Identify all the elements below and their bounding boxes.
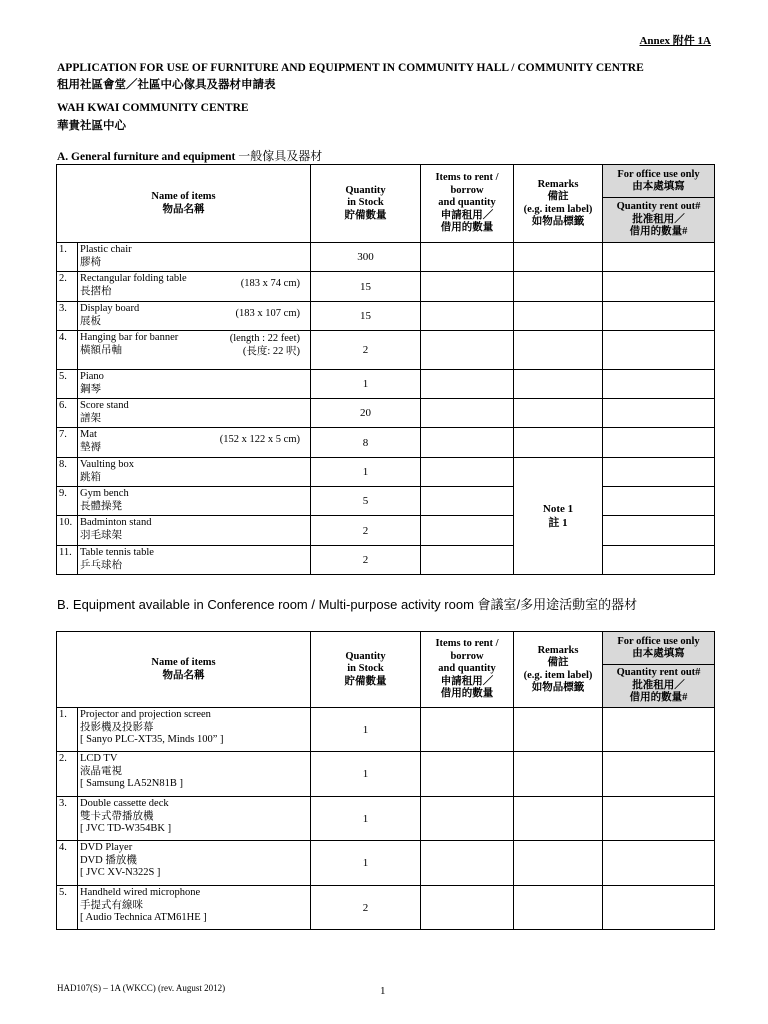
item-name-cell bbox=[78, 399, 311, 428]
rent-quantity-input[interactable] bbox=[421, 399, 514, 428]
item-name-zh: 手提式有線咪 bbox=[80, 899, 143, 911]
remarks-note bbox=[514, 458, 603, 575]
col-qty-rent-out-header: Quantity rent out# 批准租用／ 借用的數量# bbox=[603, 198, 715, 243]
item-name-en: Hanging bar for banner bbox=[80, 332, 179, 343]
quantity-in-stock: 1 bbox=[311, 370, 421, 399]
item-name-en: Double cassette deck bbox=[80, 798, 169, 809]
office-rent-out-cell bbox=[603, 458, 715, 487]
remarks-input[interactable] bbox=[514, 302, 603, 331]
item-name-zh: 投影機及投影幕 bbox=[80, 721, 154, 733]
rent-quantity-input[interactable] bbox=[421, 797, 514, 841]
remarks-input[interactable] bbox=[514, 841, 603, 886]
item-dimension-zh: (長度: 22 呎) bbox=[242, 345, 300, 357]
item-name-cell bbox=[78, 458, 311, 487]
item-number: 1. bbox=[57, 708, 78, 752]
section-a-heading-en: A. General furniture and equipment bbox=[57, 151, 239, 163]
item-name-cell bbox=[78, 243, 311, 272]
item-name-cell bbox=[78, 797, 311, 841]
remarks-input[interactable] bbox=[514, 708, 603, 752]
item-number: 2. bbox=[57, 272, 78, 302]
item-name-zh: 墊褥 bbox=[80, 441, 101, 453]
col-qty-header: Quantity in Stock 貯備數量 bbox=[311, 632, 421, 708]
item-name-cell bbox=[78, 302, 311, 331]
item-model: [ JVC XV-N322S ] bbox=[80, 867, 161, 878]
form-title-zh: 租用社區會堂／社區中心傢具及器材申請表 bbox=[57, 79, 276, 91]
quantity-in-stock: 15 bbox=[311, 302, 421, 331]
item-name-en: Table tennis table bbox=[80, 547, 154, 558]
item-number: 5. bbox=[57, 886, 78, 930]
item-dimension: (152 x 122 x 5 cm) bbox=[219, 434, 300, 445]
item-name-en: Score stand bbox=[80, 400, 129, 411]
item-number: 7. bbox=[57, 428, 78, 458]
table-row bbox=[57, 458, 715, 487]
rent-quantity-input[interactable] bbox=[421, 428, 514, 458]
note-label-zh: 註 1 bbox=[548, 517, 568, 529]
quantity-in-stock: 2 bbox=[311, 516, 421, 546]
item-name-cell bbox=[78, 331, 311, 370]
item-number: 9. bbox=[57, 487, 78, 516]
office-rent-out-cell bbox=[603, 428, 715, 458]
remarks-input[interactable] bbox=[514, 243, 603, 272]
item-model: [ JVC TD-W354BK ] bbox=[80, 823, 172, 834]
office-rent-out-cell bbox=[603, 331, 715, 370]
item-model: [ Sanyo PLC-XT35, Minds 100” ] bbox=[80, 734, 224, 745]
form-title-en: APPLICATION FOR USE OF FURNITURE AND EQUIPMENT IN COMMUNITY HALL / COMMUNITY CENTRE bbox=[57, 62, 644, 74]
item-dimension: (183 x 107 cm) bbox=[235, 308, 300, 319]
item-model: [ Samsung LA52N81B ] bbox=[80, 778, 183, 789]
remarks-input[interactable] bbox=[514, 370, 603, 399]
col-rent-header: Items to rent / borrow and quantity 申請租用／ 借用的數量 bbox=[421, 165, 514, 243]
col-qty-header: Quantity in Stock 貯備數量 bbox=[311, 165, 421, 243]
table-row bbox=[57, 302, 715, 331]
rent-quantity-input[interactable] bbox=[421, 708, 514, 752]
item-dimension: (183 x 74 cm) bbox=[240, 278, 300, 289]
table-row bbox=[57, 752, 715, 797]
quantity-in-stock: 1 bbox=[311, 708, 421, 752]
office-rent-out-cell bbox=[603, 546, 715, 575]
col-office-header: For office use only 由本處填寫 bbox=[603, 165, 715, 198]
item-number: 4. bbox=[57, 841, 78, 886]
item-name-en: Mat bbox=[80, 429, 97, 440]
col-name-header: Name of items 物品名稱 bbox=[57, 632, 311, 708]
section-a-table bbox=[56, 164, 715, 575]
item-number: 4. bbox=[57, 331, 78, 370]
table-row bbox=[57, 516, 715, 546]
office-rent-out-cell bbox=[603, 797, 715, 841]
item-dimension-en: (length : 22 feet) bbox=[229, 333, 300, 344]
item-name-en: Display board bbox=[80, 303, 140, 314]
item-number: 3. bbox=[57, 302, 78, 331]
item-name-cell bbox=[78, 487, 311, 516]
table-row bbox=[57, 797, 715, 841]
item-name-cell bbox=[78, 708, 311, 752]
office-rent-out-cell bbox=[603, 886, 715, 930]
table-row bbox=[57, 399, 715, 428]
item-name-en: DVD Player bbox=[80, 842, 133, 853]
rent-quantity-input[interactable] bbox=[421, 370, 514, 399]
item-name-zh: 膠椅 bbox=[80, 256, 101, 268]
item-name-en: Projector and projection screen bbox=[80, 709, 211, 720]
office-rent-out-cell bbox=[603, 487, 715, 516]
item-name-cell bbox=[78, 428, 311, 458]
item-number: 10. bbox=[57, 516, 78, 546]
item-name-cell bbox=[78, 752, 311, 797]
office-rent-out-cell bbox=[603, 272, 715, 302]
col-office-header: For office use only 由本處填寫 bbox=[603, 632, 715, 665]
item-name-zh: 展板 bbox=[80, 315, 101, 327]
table-row bbox=[57, 331, 715, 370]
item-name-cell bbox=[78, 516, 311, 546]
page-number: 1 bbox=[380, 985, 386, 997]
rent-quantity-input[interactable] bbox=[421, 243, 514, 272]
table-row bbox=[57, 428, 715, 458]
remarks-input[interactable] bbox=[514, 331, 603, 370]
item-name-zh: 雙卡式帶播放機 bbox=[80, 810, 154, 822]
office-rent-out-cell bbox=[603, 399, 715, 428]
quantity-in-stock: 300 bbox=[311, 243, 421, 272]
quantity-in-stock: 8 bbox=[311, 428, 421, 458]
table-row bbox=[57, 886, 715, 930]
item-name-zh: 羽毛球架 bbox=[80, 529, 122, 541]
quantity-in-stock: 1 bbox=[311, 458, 421, 487]
item-name-zh: 跳箱 bbox=[80, 471, 101, 483]
table-row bbox=[57, 487, 715, 516]
section-a-heading bbox=[57, 147, 322, 164]
quantity-in-stock: 5 bbox=[311, 487, 421, 516]
quantity-in-stock: 15 bbox=[311, 272, 421, 302]
remarks-input[interactable] bbox=[514, 797, 603, 841]
item-number: 8. bbox=[57, 458, 78, 487]
office-rent-out-cell bbox=[603, 302, 715, 331]
quantity-in-stock: 2 bbox=[311, 331, 421, 370]
item-number: 6. bbox=[57, 399, 78, 428]
centre-name-zh: 華貴社區中心 bbox=[57, 120, 126, 132]
table-row bbox=[57, 370, 715, 399]
rent-quantity-input[interactable] bbox=[421, 487, 514, 516]
item-name-cell bbox=[78, 546, 311, 575]
item-name-zh: 鋼琴 bbox=[80, 383, 101, 395]
item-name-zh: 長摺枱 bbox=[80, 285, 112, 297]
remarks-input[interactable] bbox=[514, 886, 603, 930]
remarks-input[interactable] bbox=[514, 752, 603, 797]
office-rent-out-cell bbox=[603, 370, 715, 399]
item-number: 11. bbox=[57, 546, 78, 575]
item-name-zh: 譜架 bbox=[80, 412, 101, 424]
quantity-in-stock: 20 bbox=[311, 399, 421, 428]
rent-quantity-input[interactable] bbox=[421, 752, 514, 797]
rent-quantity-input[interactable] bbox=[421, 331, 514, 370]
col-remarks-header: Remarks 備註 (e.g. item label) 如物品標籤 bbox=[514, 632, 603, 708]
rent-quantity-input[interactable] bbox=[421, 458, 514, 487]
office-rent-out-cell bbox=[603, 708, 715, 752]
item-name-cell bbox=[78, 370, 311, 399]
item-name-zh: 液晶電視 bbox=[80, 765, 122, 777]
item-name-cell bbox=[78, 841, 311, 886]
office-rent-out-cell bbox=[603, 243, 715, 272]
quantity-in-stock: 2 bbox=[311, 546, 421, 575]
office-rent-out-cell bbox=[603, 841, 715, 886]
item-name-zh: 長體操凳 bbox=[80, 500, 122, 512]
item-name-zh: DVD 播放機 bbox=[80, 854, 137, 866]
item-name-en: Badminton stand bbox=[80, 517, 152, 528]
item-number: 1. bbox=[57, 243, 78, 272]
rent-quantity-input[interactable] bbox=[421, 886, 514, 930]
item-number: 2. bbox=[57, 752, 78, 797]
annex-label: Annex 附件 1A bbox=[639, 35, 711, 47]
item-name-zh: 乒乓球枱 bbox=[80, 559, 122, 571]
col-name-header: Name of items 物品名稱 bbox=[57, 165, 311, 243]
centre-name-en: WAH KWAI COMMUNITY CENTRE bbox=[57, 102, 249, 114]
item-dimensions bbox=[230, 333, 300, 358]
quantity-in-stock: 1 bbox=[311, 797, 421, 841]
item-name-cell bbox=[78, 886, 311, 930]
office-rent-out-cell bbox=[603, 752, 715, 797]
section-a-heading-zh: 一般傢具及器材 bbox=[238, 149, 323, 163]
table-row bbox=[57, 546, 715, 575]
item-name-zh: 橫額吊軸 bbox=[80, 344, 122, 356]
office-rent-out-cell bbox=[603, 516, 715, 546]
remarks-input[interactable] bbox=[514, 272, 603, 302]
remarks-input[interactable] bbox=[514, 399, 603, 428]
quantity-in-stock: 1 bbox=[311, 841, 421, 886]
rent-quantity-input[interactable] bbox=[421, 516, 514, 546]
section-b-table bbox=[56, 631, 715, 930]
item-number: 5. bbox=[57, 370, 78, 399]
item-name-en: Rectangular folding table bbox=[80, 273, 187, 284]
col-rent-header: Items to rent / borrow and quantity 申請租用／ 借用的數量 bbox=[421, 632, 514, 708]
rent-quantity-input[interactable] bbox=[421, 302, 514, 331]
item-name-en: Handheld wired microphone bbox=[80, 887, 201, 898]
item-name-en: LCD TV bbox=[80, 753, 118, 764]
item-name-en: Plastic chair bbox=[80, 244, 132, 255]
rent-quantity-input[interactable] bbox=[421, 546, 514, 575]
footer-form-code: HAD107(S) – 1A (WKCC) (rev. August 2012) bbox=[57, 983, 226, 993]
table-row bbox=[57, 841, 715, 886]
item-name-en: Gym bench bbox=[80, 488, 129, 499]
col-remarks-header: Remarks 備註 (e.g. item label) 如物品標籤 bbox=[514, 165, 603, 243]
quantity-in-stock: 1 bbox=[311, 752, 421, 797]
note-label-en: Note 1 bbox=[542, 503, 574, 515]
section-b-heading: B. Equipment available in Conference room / Multi-purpose activity room 會議室/多用途活動室的器材 bbox=[57, 597, 638, 612]
item-number: 3. bbox=[57, 797, 78, 841]
item-name-en: Piano bbox=[80, 371, 104, 382]
quantity-in-stock: 2 bbox=[311, 886, 421, 930]
remarks-input[interactable] bbox=[514, 428, 603, 458]
item-model: [ Audio Technica ATM61HE ] bbox=[80, 912, 207, 923]
table-row bbox=[57, 243, 715, 272]
item-name-cell bbox=[78, 272, 311, 302]
item-name-en: Vaulting box bbox=[80, 459, 134, 470]
col-qty-rent-out-header: Quantity rent out# 批准租用／ 借用的數量# bbox=[603, 665, 715, 708]
table-row bbox=[57, 272, 715, 302]
rent-quantity-input[interactable] bbox=[421, 272, 514, 302]
table-row bbox=[57, 708, 715, 752]
rent-quantity-input[interactable] bbox=[421, 841, 514, 886]
